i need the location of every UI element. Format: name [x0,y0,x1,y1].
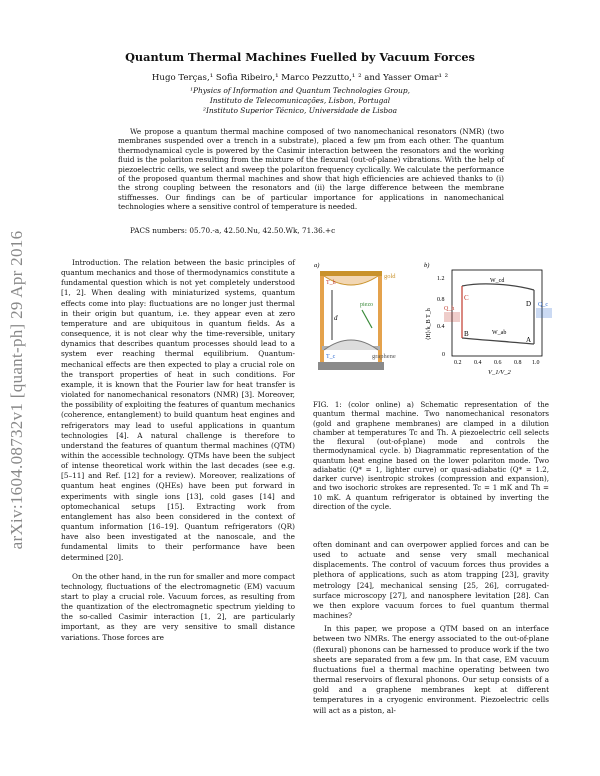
graphene-deflection [324,340,378,350]
vacuum-paragraph: On the other hand, in the run for smaller and more compact technology, fluctuations of the electromagnetic (EM) vacuum start to play a crucial role. Vacuum forces, as resulting from the quantization of the electromagnetic spectrum yielding to the so-called Casimir interaction [1, 2], are particularly important, as they are very sensitive to small distance variations. Those forces are [61,571,295,642]
point-b: B [464,330,469,338]
proposal-paragraph: In this paper, we propose a QTM based on an interface between two NMRs. The energy associated to the out-of-plane (flexural) phonons can be harnessed to produce work if the two sheets are separated from a few μm. In that case, EM vacuum fluctuations fuel a thermal machine operating between two thermal reservoirs of flexural phonons. Our setup consists of a gold and a graphene membranes kept at different temperatures in a cryogenic environment. Piezoelectric cells will act as a piston, al- [313,624,549,715]
intro-paragraph: Introduction. The relation between the basic principles of quantum mechanics and those of thermodynamics constitute a fundamental question which is not yet completely understood [1, 2]. When dealing with miniaturized systems, quantum effects come into play: fluctuations are no longer just thermal in their origin but quantum, i.e. they appear even at zero temperature and are ubiquitous in quantum fields. As a consequence, it is not clear why the time-reversible, unitary dynamics that describes quantum processes should lead to a system ever reaching thermal equilibrium. Quantum-mechanical effects are then expected to play a crucial role on the transport properties of heat in such conditions. For example, it is known that the Fourier law for heat transfer is violated for nanomechanical resonators (NMR) [3]. Moreover, the possibility of exploiting the features of quantum mechanics (coherence, entanglement) to build quantum heat engines and refrigerators may lead to useful applications in quantum technologies [4]. A natural challenge is therefore to understand the features of quantum thermal machines (QTM) within the accessible technology. QTMs have been the subject of intense theoretical work within the last decades (see e.g. [5–11] and Ref. [12] for a review). Moreover, realizations of quantum heat engines (QHEs) have been put forward in experiments with single ions [13], cold gases [14] and optomechanical setups [15]. Extracting work from entanglement has also been considered in the context of quantum information [16–19]. Quantum refrigerators (QR) have also been investigated at the nanoscale, and the fundamental limits to their performance have been determined [20]. [61,258,295,562]
figure-caption: FIG. 1: (color online) a) Schematic representation of the quantum thermal machine. Two nanomechanical resonators (gold and graphene membranes) are clamped in a dilution chamber at temperatures Tc and Th. A piezoelectric cell selects the flexural (out-of-plane) mode and controls the thermodynamical cycle. b) Diagrammatic representation of the quantum heat engine based on the lower polariton mode. Two adiabatic (Q* = 1, lighter curve) or quasi-adiabatic (Q* = 1.2, darker curve) isentropic strokes (compression and expansion), and two isochoric strokes are represented. Tc = 1 mK and Th = 10 mK. A quantum refrigerator is obtained by inverting the direction of the cycle. [313,400,549,511]
upper-curve [462,284,534,290]
paper-title: Quantum Thermal Machines Fuelled by Vacuum Forces [125,50,475,64]
x-axis-label: V_1/V_2 [488,369,511,376]
th-label: T_h [326,280,336,286]
gold-label: gold [384,273,396,280]
continuation-paragraph: often dominant and can overpower applied forces and can be used to actuate and sense very small mechanical displacements. The control of vacuum forces thus provides a plethora of applications, such as atom trapping [23], gravity metrology [24], mechanical sensing [25, 26], corrugated-surface microscopy [27], and nanosphere levitation [28]. Can we then explore vacuum forces to fuel quantum thermal machines? [313,540,549,621]
y-tick-0.8: 0.8 [437,297,445,303]
panel-a-label: a) [314,262,320,269]
x-tick-0.2: 0.2 [454,360,462,366]
y-tick-0: 0 [442,352,445,358]
arxiv-stamp: arXiv:1604.08732v1 [quant-ph] 29 Apr 2016 [7,230,26,550]
y-tick-0.4: 0.4 [437,324,445,330]
lower-curve [462,338,534,344]
point-c: C [464,294,469,302]
left-column [61,258,295,643]
point-a: A [526,336,532,344]
qc-label: Q_c [538,302,548,308]
affiliation-1: ¹Physics of Information and Quantum Technologies Group, [190,86,410,95]
piezo-label: piezo [360,302,373,308]
graphene-label: graphene [372,353,396,360]
gold-membrane [320,271,382,276]
affiliation-1-institute: Instituto de Telecomunicações, Lisbon, Portugal [209,96,391,105]
y-tick-1.2: 1.2 [437,276,445,282]
x-tick-0.8: 0.8 [514,360,522,366]
pacs-numbers: PACS numbers: 05.70.-a, 42.50.Nu, 42.50.Wk, 71.36.+c [130,226,336,235]
figure-1 [312,258,552,390]
left-clamp [320,272,324,366]
distance-label: d [334,314,338,322]
point-d: D [526,300,532,308]
piezo-arrow [362,310,372,328]
x-tick-1.0: 1.0 [532,360,540,366]
substrate [318,362,384,370]
qh-arrow [444,312,460,322]
qh-label: Q_h [444,306,455,312]
tc-label: T_c [326,354,336,360]
author-list: Hugo Terças,¹ Sofia Ribeiro,¹ Marco Pezzutto,¹ ² and Yasser Omar¹ ² [151,73,449,83]
affiliation-2: ²Instituto Superior Técnico, Universidade de Lisboa [203,106,397,115]
qc-arrow [536,308,552,318]
x-tick-0.4: 0.4 [474,360,482,366]
y-axis-label: ⟨H⟩/k_B T_h [426,308,432,340]
abstract: We propose a quantum thermal machine composed of two nanomechanical resonators (NMR) (two membranes suspended over a trench in a substrate), placed a few μm from each other. The quantum thermodynamical cycle is powered by the Casimir interaction between the resonators and the working fluid is the polariton resulting from the mixture of the flexural (out-of-plane) vibrations. With the help of piezoelectric cells, we select and sweep the polariton frequency cyclically. We calculate the performance of the proposed quantum thermal machines and show that high efficiencies are achieved thanks to (i) the strong coupling between the resonators and (ii) the large difference between the membrane stiffnesses. Our findings can be of particular importance for applications in nanomechanical technologies where a sensitive control of temperature is needed. [118,127,504,212]
right-clamp [378,272,382,366]
work-ab-label: W_ab [492,330,507,336]
right-column [313,540,549,716]
work-cd-label: W_cd [490,278,505,284]
panel-b-label: b) [424,262,430,269]
x-tick-0.6: 0.6 [494,360,502,366]
